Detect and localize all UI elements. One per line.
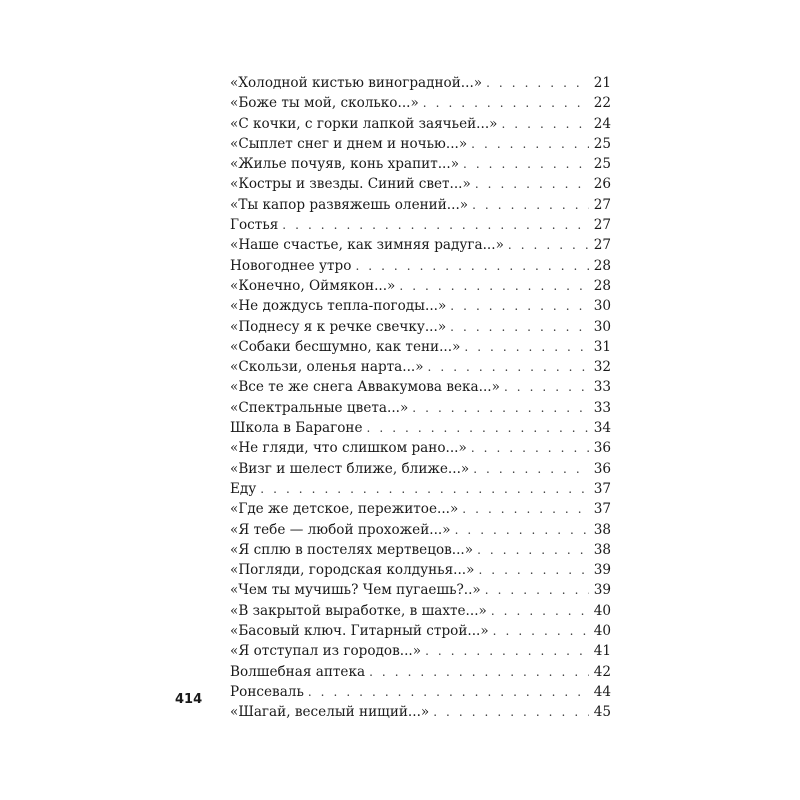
dot-leader	[428, 357, 589, 377]
toc-entry-page: 34	[593, 420, 611, 437]
toc-entry-title: «С кочки, с горки лапкой заячьей...»	[230, 115, 498, 132]
dot-leader	[486, 73, 589, 93]
toc-entry-title: «Наше счастье, как зимняя радуга...»	[230, 237, 504, 254]
toc-entry	[230, 520, 611, 540]
page-number: 414	[175, 692, 203, 707]
dot-leader	[464, 337, 589, 357]
dot-leader	[450, 317, 589, 337]
dot-leader	[508, 235, 589, 255]
dot-leader	[433, 702, 589, 722]
toc-entry-page: 21	[593, 75, 611, 91]
toc-entry-page: 28	[593, 257, 611, 274]
toc-entry	[230, 337, 611, 357]
toc-entry-title: «В закрытой выработке, в шахте...»	[230, 602, 487, 619]
toc-entry-title: «Скользи, оленья нарта...»	[230, 359, 424, 376]
toc-entry-title: «Конечно, Оймякон...»	[230, 277, 396, 294]
toc-entry-page: 26	[593, 176, 611, 193]
toc-entry	[230, 317, 611, 337]
dot-leader	[355, 256, 589, 276]
toc-entry-title: Еду	[230, 480, 257, 497]
toc-entry	[230, 93, 611, 113]
dot-leader	[308, 682, 589, 702]
dot-leader	[450, 296, 589, 316]
dot-leader	[412, 398, 589, 418]
toc-entry	[230, 114, 611, 134]
dot-leader	[369, 662, 589, 682]
toc-entry-page: 45	[593, 704, 611, 721]
toc-entry-page: 30	[593, 318, 611, 335]
toc-entry-title: «Я сплю в постелях мертвецов...»	[230, 541, 474, 558]
dot-leader	[462, 499, 589, 519]
toc-entry	[230, 601, 611, 621]
toc-entry	[230, 621, 611, 641]
toc-entry-title: «Боже ты мой, сколько...»	[230, 95, 419, 112]
toc-entry	[230, 195, 611, 215]
dot-leader	[399, 276, 589, 296]
toc-entry	[230, 560, 611, 580]
toc-entry	[230, 479, 611, 499]
dot-leader	[455, 520, 589, 540]
toc-entry	[230, 215, 611, 235]
toc-entry-title: «Спектральные цвета...»	[230, 399, 409, 416]
toc-entry-title: «Сыплет снег и днем и ночью...»	[230, 135, 468, 152]
toc-entry	[230, 682, 611, 702]
toc-entry	[230, 438, 611, 458]
dot-leader	[471, 438, 589, 458]
toc-entry	[230, 174, 611, 194]
dot-leader	[475, 174, 589, 194]
toc-entry-page: 32	[593, 359, 611, 376]
toc-entry-page: 39	[593, 582, 611, 599]
toc-entry-title: «Шагай, веселый нищий...»	[230, 704, 430, 721]
toc-entry	[230, 276, 611, 296]
toc-entry	[230, 641, 611, 661]
toc-entry-page: 36	[593, 440, 611, 457]
dot-leader	[425, 641, 589, 661]
dot-leader	[282, 215, 589, 235]
toc-entry-page: 30	[593, 298, 611, 315]
toc-entry-title: Волшебная аптека	[230, 663, 366, 680]
toc-entry-page: 33	[593, 379, 611, 396]
toc-entry-page: 27	[593, 217, 611, 234]
toc-entry	[230, 580, 611, 600]
toc-entry-page: 27	[593, 237, 611, 254]
dot-leader	[472, 195, 589, 215]
toc-entry-title: «Жилье почуяв, конь храпит...»	[230, 156, 460, 173]
dot-leader	[477, 540, 589, 560]
toc-entry	[230, 296, 611, 316]
toc-entry	[230, 73, 611, 93]
toc-entry-page: 41	[593, 643, 611, 660]
toc-entry-page: 38	[593, 541, 611, 558]
dot-leader	[463, 154, 589, 174]
toc-entry-title: «Собаки бесшумно, как тени...»	[230, 338, 461, 355]
dot-leader	[367, 418, 589, 438]
dot-leader	[473, 459, 589, 479]
toc-entry-title: Новогоднее утро	[230, 257, 352, 274]
toc-entry-title: «Где же детское, пережитое...»	[230, 501, 459, 518]
toc-entry-page: 40	[593, 602, 611, 619]
dot-leader	[478, 560, 589, 580]
toc-entry-title: «Я тебе — любой прохожей...»	[230, 521, 451, 538]
toc-entry-title: «Чем ты мучишь? Чем пугаешь?..»	[230, 582, 481, 599]
table-of-contents	[230, 73, 611, 723]
dot-leader	[491, 601, 589, 621]
toc-entry-title: «Я отступал из городов...»	[230, 643, 422, 660]
toc-entry-page: 24	[593, 115, 611, 132]
dot-leader	[485, 580, 589, 600]
dot-leader	[504, 377, 589, 397]
dot-leader	[501, 114, 589, 134]
toc-entry-title: «Басовый ключ. Гитарный строй...»	[230, 623, 489, 640]
toc-entry-page: 31	[593, 338, 611, 355]
toc-entry-page: 37	[593, 480, 611, 497]
toc-entry-page: 44	[593, 683, 611, 700]
toc-entry	[230, 499, 611, 519]
toc-entry	[230, 702, 611, 722]
toc-entry	[230, 662, 611, 682]
toc-entry-page: 36	[593, 460, 611, 477]
dot-leader	[423, 93, 589, 113]
toc-entry-page: 27	[593, 196, 611, 213]
dot-leader	[493, 621, 589, 641]
toc-entry-title: «Все те же снега Аввакумова века...»	[230, 379, 500, 396]
toc-entry	[230, 134, 611, 154]
toc-entry-page: 25	[593, 135, 611, 152]
toc-entry	[230, 235, 611, 255]
toc-entry-page: 40	[593, 623, 611, 640]
toc-entry-title: Школа в Барагоне	[230, 420, 363, 437]
toc-entry-page: 25	[593, 156, 611, 173]
toc-entry	[230, 377, 611, 397]
toc-entry-title: «Визг и шелест ближе, ближе...»	[230, 460, 470, 477]
toc-entry	[230, 256, 611, 276]
toc-entry-title: «Ты капор развяжешь олений...»	[230, 196, 469, 213]
toc-entry-title: «Холодной кистью виноградной...»	[230, 75, 483, 91]
toc-entry-title: «Не дождусь тепла-погоды...»	[230, 298, 447, 315]
toc-entry-title: «Костры и звезды. Синий свет...»	[230, 176, 471, 193]
toc-entry-title: Ронсеваль	[230, 683, 304, 700]
toc-entry-page: 38	[593, 521, 611, 538]
toc-entry-page: 42	[593, 663, 611, 680]
toc-entry-title: «Погляди, городская колдунья...»	[230, 562, 475, 579]
toc-entry-title: Гостья	[230, 217, 279, 234]
toc-entry	[230, 357, 611, 377]
toc-entry-title: «Не гляди, что слишком рано...»	[230, 440, 467, 457]
toc-entry-page: 28	[593, 277, 611, 294]
toc-entry-page: 37	[593, 501, 611, 518]
toc-entry	[230, 154, 611, 174]
toc-entry	[230, 540, 611, 560]
dot-leader	[471, 134, 589, 154]
toc-entry-page: 33	[593, 399, 611, 416]
toc-entry-title: «Поднесу я к речке свечку...»	[230, 318, 447, 335]
toc-entry	[230, 459, 611, 479]
toc-entry-page: 39	[593, 562, 611, 579]
dot-leader	[260, 479, 589, 499]
toc-entry	[230, 418, 611, 438]
toc-entry	[230, 398, 611, 418]
toc-entry-page: 22	[593, 95, 611, 112]
